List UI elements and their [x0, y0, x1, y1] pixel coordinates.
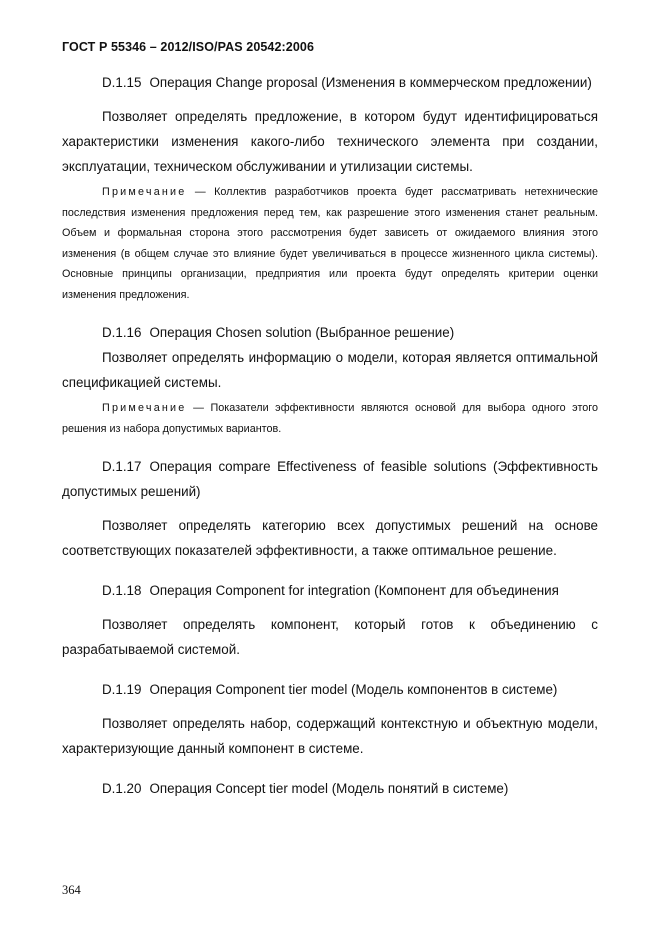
section-title: Операция Chosen solution (Выбранное решение) — [149, 325, 455, 340]
note-text: — Коллектив разработчиков проекта будет рассматривать нетехнические последствия изменения предложения перед тем, как разрешение этого изменения станет реальным. Объем и формальная сторона этого рассмотрения будет зависеть от ожидаемого влияния этого изменения (в общем случае это влияние будет увеличиваться в процессе жизненного цикла системы). Основные принципы организации, предприятия или проекта будут определять критерии оценки изменения предложения. — [62, 186, 598, 301]
section-body-d1-18: Позволяет определять компонент, который готов к объединению с разрабатываемой системой. — [62, 617, 598, 657]
section-heading-d1-15 — [62, 70, 598, 95]
section-title: Операция Concept tier model (Модель понятий в системе) — [149, 781, 509, 796]
note-label: Примечание — [102, 186, 187, 198]
note-d1-16 — [62, 398, 598, 439]
section-heading-d1-18 — [62, 578, 598, 603]
section-number: D.1.17 — [102, 459, 142, 474]
note-label: Примечание — [102, 402, 187, 414]
document-header: ГОСТ Р 55346 – 2012/ISO/PAS 20542:2006 — [62, 40, 314, 54]
section-number: D.1.16 — [102, 325, 142, 340]
note-d1-15 — [62, 182, 598, 305]
section-heading-d1-20 — [62, 776, 598, 801]
page-number: 364 — [62, 883, 81, 897]
note-text: — Показатели эффективности являются основой для выбора одного этого решения из набора допустимых вариантов. — [62, 402, 598, 435]
section-number: D.1.20 — [102, 781, 142, 796]
section-body-d1-15: Позволяет определять предложение, в котором будут идентифицироваться характеристики изменения какого-либо технического элемента при создании, эксплуатации, техническом обслуживании и утилизации системы. — [62, 109, 598, 174]
section-body-d1-19: Позволяет определять набор, содержащий контекстную и объектную модели, характеризующие данный компонент в системе. — [62, 716, 598, 756]
section-title: Операция compare Effectiveness of feasible solutions (Эффективность допустимых решений) — [62, 459, 598, 499]
section-title: Операция Component for integration (Компонент для объединения — [149, 583, 559, 598]
section-heading-d1-19 — [62, 677, 598, 702]
section-number: D.1.19 — [102, 682, 142, 697]
section-title: Операция Change proposal (Изменения в коммерческом предложении) — [149, 75, 592, 90]
section-number: D.1.18 — [102, 583, 142, 598]
section-heading-d1-16 — [62, 320, 598, 345]
section-body-d1-16: Позволяет определять информацию о модели, которая является оптимальной спецификацией системы. — [62, 350, 598, 390]
section-number: D.1.15 — [102, 75, 142, 90]
page-body — [62, 70, 598, 801]
section-heading-d1-17 — [62, 454, 598, 504]
section-title: Операция Component tier model (Модель компонентов в системе) — [149, 682, 558, 697]
section-body-d1-17: Позволяет определять категорию всех допустимых решений на основе соответствующих показателей эффективности, а также оптимальное решение. — [62, 518, 598, 558]
